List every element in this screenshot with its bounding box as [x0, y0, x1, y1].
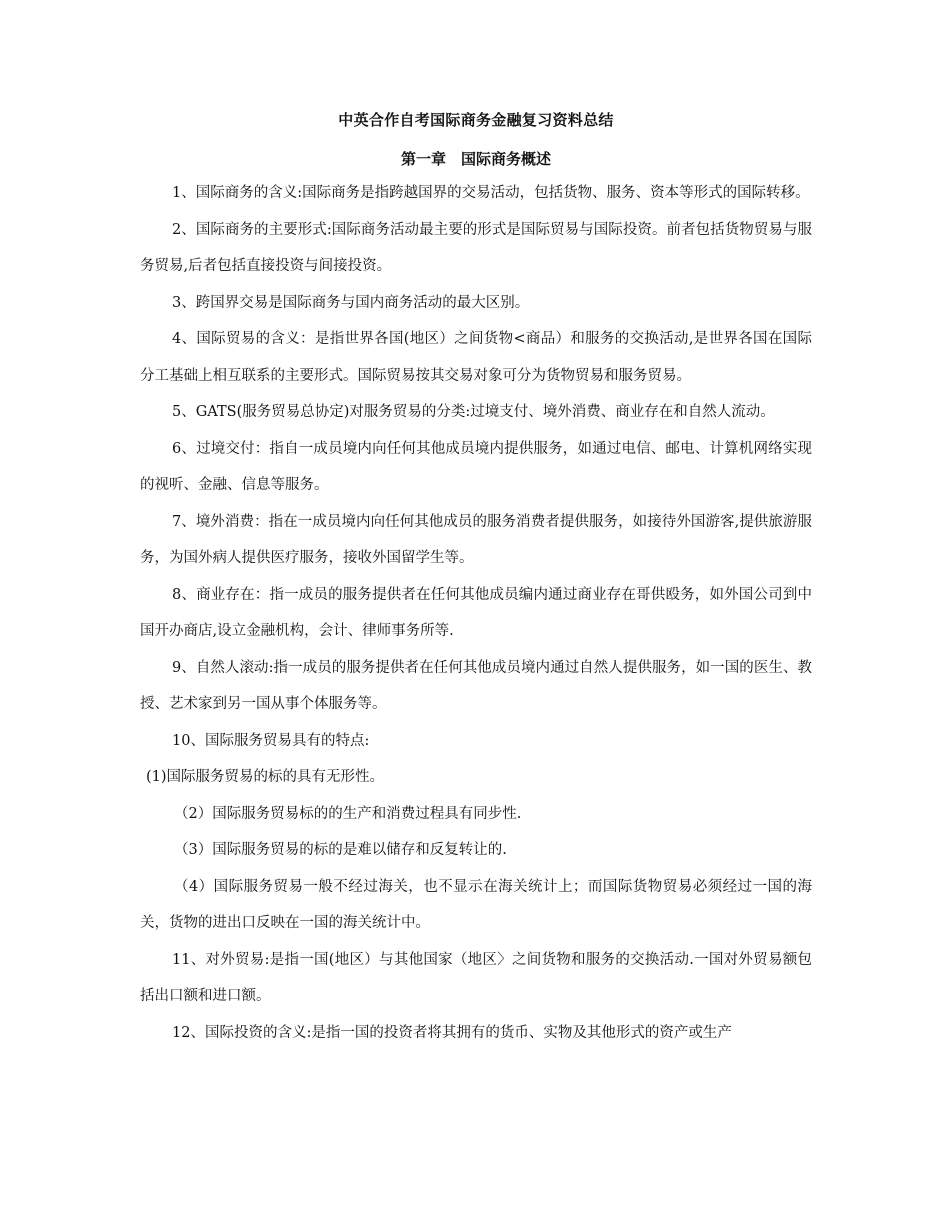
- paragraph: （4）国际服务贸易一般不经过海关，也不显示在海关统计上；而国际货物贸易必须经过一国的海关，货物的进出口反映在一国的海关统计中。: [140, 878, 812, 931]
- paragraph: （2）国际服务贸易标的的生产和消费过程具有同步性.: [174, 805, 522, 822]
- paragraph: 5、GATS(服务贸易总协定)对服务贸易的分类:过境支付、境外消费、商业存在和自然人流动。: [172, 404, 775, 420]
- paragraph: 3、跨国界交易是国际商务与国内商务活动的最大区别。: [172, 294, 530, 311]
- document-body: [140, 175, 812, 1051]
- chapter-heading: 第一章 国际商务概述: [400, 150, 551, 168]
- paragraph: 10、国际服务贸易具有的特点:: [172, 732, 370, 749]
- paragraph: (1)国际服务贸易的标的具有无形性。: [146, 769, 385, 785]
- paragraph: 12、国际投资的含义:是指一国的投资者将其拥有的货币、实物及其他形式的资产或生产: [172, 1024, 732, 1041]
- paragraph: 9、自然人滚动:指一成员的服务提供者在任何其他成员境内通过自然人提供服务，如一国的医生、教授、艺术家到另一国从事个体服务等。: [140, 659, 812, 712]
- paragraph: 11、对外贸易:是指一国(地区）与其他国家（地区〉之间货物和服务的交换活动.一国对外贸易额包括出口额和进口额。: [140, 951, 812, 1004]
- paragraph: 8、商业存在：指一成员的服务提供者在任何其他成员编内通过商业存在哥供殴务，如外国公司到中国开办商店,设立金融机构，会计、律师事务所等.: [140, 586, 812, 639]
- document-content: [140, 110, 812, 1051]
- paragraph: （3）国际服务贸易的标的是难以储存和反复转让的.: [174, 842, 507, 858]
- paragraph: 6、过境交付：指自一成员境内向任何其他成员境内提供服务，如通过电信、邮电、计算机网络实现的视听、金融、信息等服务。: [140, 440, 812, 493]
- document-title: 中英合作自考国际商务金融复习资料总结: [338, 111, 614, 129]
- paragraph: 2、国际商务的主要形式:国际商务活动最主要的形式是国际贸易与国际投资。前者包括货物贸易与服务贸易,后者包括直接投资与间接投资。: [140, 221, 812, 274]
- paragraph: 7、境外消费：指在一成员境内向任何其他成员的服务消费者提供服务，如接待外国游客,提供旅游服务，为国外病人提供医疗服务，接收外国留学生等。: [140, 513, 812, 566]
- paragraph: 1、国际商务的含义:国际商务是指跨越国界的交易活动，包括货物、服务、资本等形式的国际转移。: [172, 185, 810, 201]
- paragraph: 4、国际贸易的含义：是指世界各国(地区）之间货物<商品）和服务的交换活动,是世界各国在国际分工基础上相互联系的主要形式。国际贸易按其交易对象可分为货物贸易和服务贸易。: [140, 331, 812, 384]
